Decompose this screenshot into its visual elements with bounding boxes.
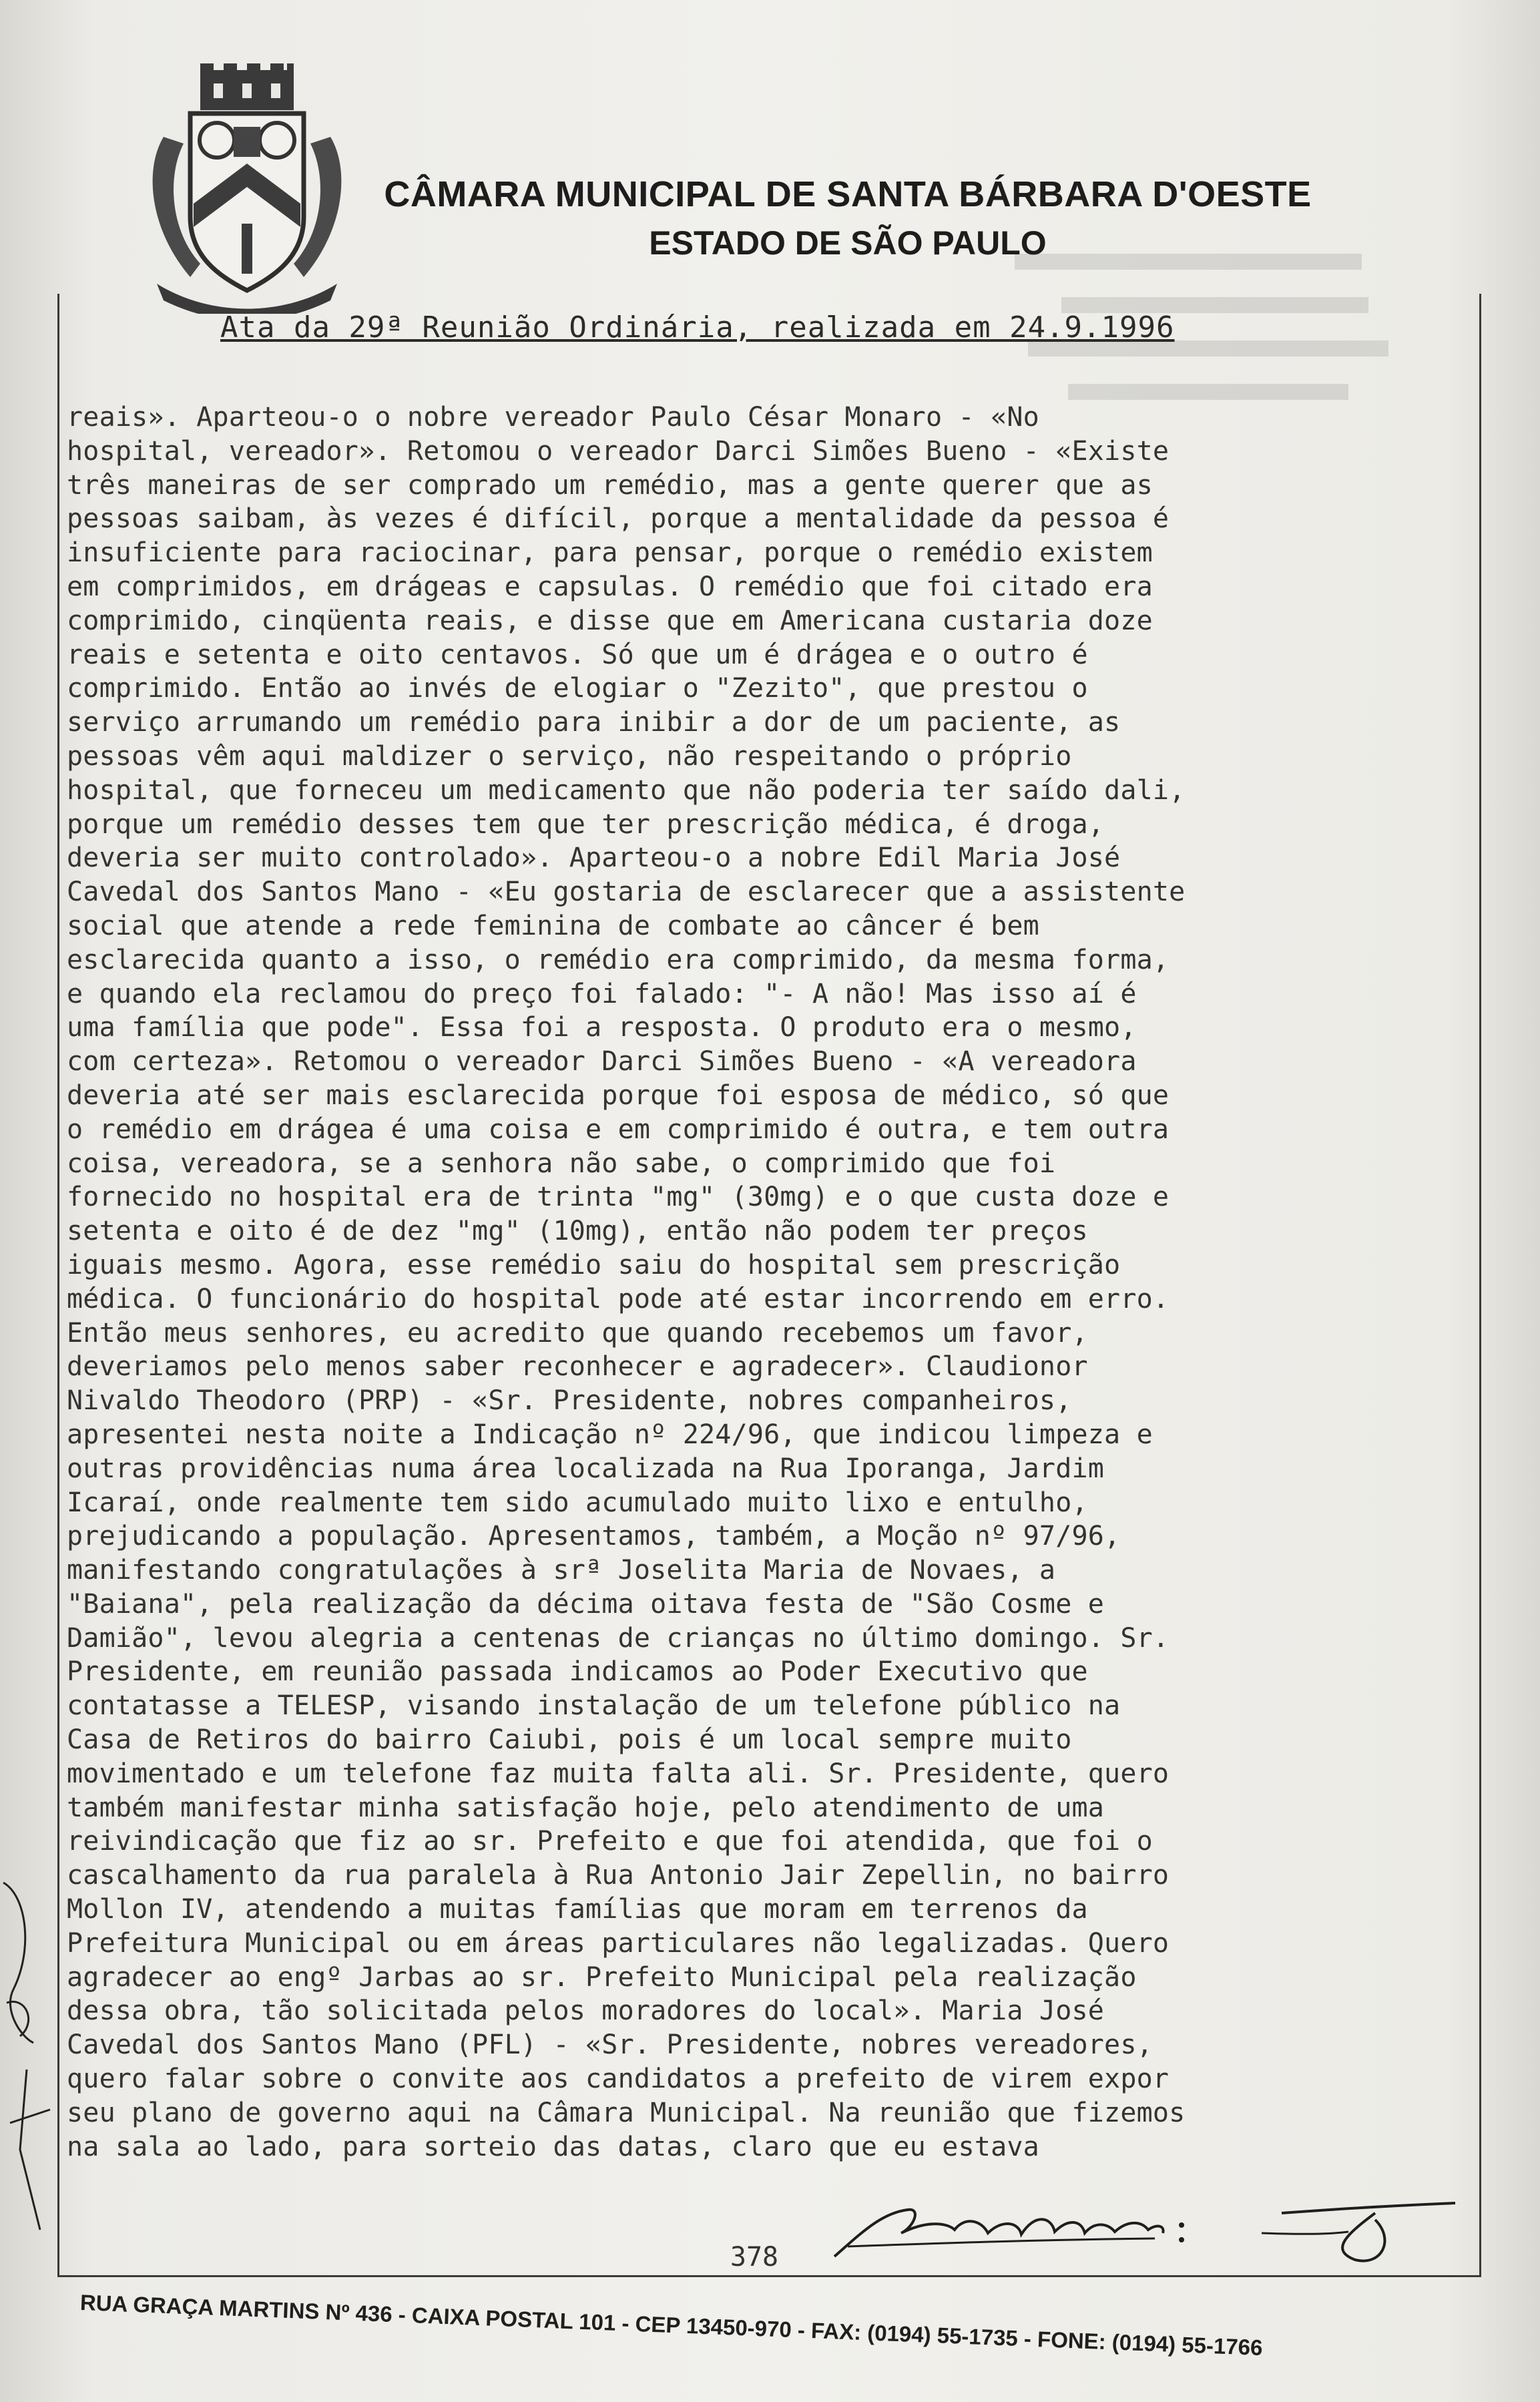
text-line: comprimido, cinqüenta reais, e disse que em Americana custaria doze [67,605,1153,636]
text-line: e quando ela reclamou do preço foi falado: "- A não! Mas isso aí é [67,978,1137,1009]
institution-name: CÂMARA MUNICIPAL DE SANTA BÁRBARA D'OESTE [384,174,1312,214]
text-line: reais». Aparteou-o o nobre vereador Paulo César Monaro - «No [67,402,1039,433]
text-line: dessa obra, tão solicitada pelos moradores do local». Maria José [67,1995,1105,2027]
text-line: Casa de Retiros do bairro Caiubi, pois é um local sempre muito [67,1724,1072,1756]
text-line: movimentado e um telefone faz muita falta ali. Sr. Presidente, quero [67,1758,1170,1789]
text-line: Cavedal dos Santos Mano (PFL) - «Sr. Presidente, nobres vereadores, [67,2029,1153,2061]
text-line: porque um remédio desses tem que ter prescrição médica, é droga, [67,808,1105,840]
text-line: uma família que pode". Essa foi a resposta. O produto era o mesmo, [67,1012,1137,1043]
text-line: em comprimidos, em drágeas e capsulas. O remédio que foi citado era [67,571,1153,602]
text-line: fornecido no hospital era de trinta "mg" (30mg) e o que custa doze e [67,1182,1170,1213]
text-line: quero falar sobre o convite aos candidatos a prefeito de virem expor [67,2064,1170,2095]
text-line: deveria até ser mais esclarecida porque foi esposa de médico, só que [67,1079,1170,1111]
text-line: também manifestar minha satisfação hoje, pelo atendimento de uma [67,1792,1105,1823]
text-line: apresentei nesta noite a Indicação nº 224/96, que indicou limpeza e [67,1419,1153,1450]
handwritten-signature-icon [834,2210,1184,2256]
text-line: Então meus senhores, eu acredito que quando recebemos um favor, [67,1317,1088,1349]
text-line: hospital, vereador». Retomou o vereador Darci Simões Bueno - «Existe [67,435,1170,467]
text-line: Damião", levou alegria a centenas de crianças no último domingo. Sr. [67,1622,1170,1654]
text-line: deveria ser muito controlado». Aparteou-o a nobre Edil Maria José [67,843,1121,874]
text-line: médica. O funcionário do hospital pode até estar incorrendo em erro. [67,1283,1170,1314]
text-line: Prefeitura Municipal ou em áreas particulares não legalizadas. Quero [67,1927,1170,1959]
page-frame-bottom [57,2275,1481,2277]
minutes-title: Ata da 29ª Reunião Ordinária, realizada em 24.9.1996 [220,310,1175,344]
text-line: Cavedal dos Santos Mano - «Eu gostaria de esclarecer que a assistente [67,877,1186,908]
state-name: ESTADO DE SÃO PAULO [649,224,1047,262]
text-line: coisa, vereadora, se a senhora não sabe, o comprimido que foi [67,1148,1056,1179]
text-line: outras providências numa área localizada na Rua Iporanga, Jardim [67,1453,1105,1484]
page-frame-right [1479,294,1481,2276]
page-number: 378 [730,2242,779,2272]
handwritten-initials-icon [1262,2203,1455,2261]
margin-handwriting-marks [0,1869,60,2236]
text-line: com certeza». Retomou o vereador Darci Simões Bueno - «A vereadora [67,1046,1137,1077]
text-line: Icaraí, onde realmente tem sido acumulado muito lixo e entulho, [67,1487,1088,1518]
municipal-coat-of-arms-icon [137,63,357,314]
text-line: serviço arrumando um remédio para inibir a dor de um paciente, as [67,707,1121,738]
text-line: setenta e oito é de dez "mg" (10mg), então não podem ter preços [67,1216,1088,1247]
text-line: prejudicando a população. Apresentamos, também, a Moção nº 97/96, [67,1521,1121,1552]
text-line: insuficiente para raciocinar, para pensar, porque o remédio existem [67,537,1153,569]
text-line: contatasse a TELESP, visando instalação de um telefone público na [67,1690,1121,1722]
text-line: Presidente, em reunião passada indicamos ao Poder Executivo que [67,1656,1088,1688]
minutes-body [67,401,1462,2164]
text-line: seu plano de governo aqui na Câmara Municipal. Na reunião que fizemos [67,2097,1186,2128]
text-line: reivindicação que fiz ao sr. Prefeito e que foi atendida, que foi o [67,1826,1153,1857]
text-line: na sala ao lado, para sorteio das datas, claro que eu estava [67,2131,1039,2162]
text-line: deveriamos pelo menos saber reconhecer e agradecer». Claudionor [67,1351,1088,1383]
text-line: iguais mesmo. Agora, esse remédio saiu do hospital sem prescrição [67,1249,1121,1280]
text-line: cascalhamento da rua paralela à Rua Antonio Jair Zepellin, no bairro [67,1860,1170,1891]
text-line: social que atende a rede feminina de combate ao câncer é bem [67,910,1039,941]
text-line: reais e setenta e oito centavos. Só que um é drágea e o outro é [67,639,1088,670]
text-line: hospital, que forneceu um medicamento que não poderia ter saído dali, [67,774,1186,806]
text-line: pessoas vêm aqui maldizer o serviço, não respeitando o próprio [67,740,1072,772]
text-line: manifestando congratulações à srª Joselita Maria de Novaes, a [67,1555,1056,1586]
text-line: agradecer ao engº Jarbas ao sr. Prefeito Municipal pela realização [67,1961,1137,1993]
text-line: pessoas saibam, às vezes é difícil, porque a mentalidade da pessoa é [67,503,1170,535]
text-line: Nivaldo Theodoro (PRP) - «Sr. Presidente, nobres companheiros, [67,1385,1072,1417]
text-line: comprimido. Então ao invés de elogiar o "Zezito", que prestou o [67,673,1088,704]
text-line: Mollon IV, atendendo a muitas famílias que moram em terrenos da [67,1894,1088,1925]
text-line: o remédio em drágea é uma coisa e em comprimido é outra, e tem outra [67,1114,1170,1145]
text-line: esclarecida quanto a isso, o remédio era comprimido, da mesma forma, [67,944,1170,975]
text-line: "Baiana", pela realização da décima oitava festa de "São Cosme e [67,1588,1105,1620]
signatures-area [821,2193,1489,2273]
footer-address: RUA GRAÇA MARTINS Nº 436 - CAIXA POSTAL 101 - CEP 13450-970 - FAX: (0194) 55-1735 - FONE: (0194) 55-1766 [79,2290,1264,2361]
text-line: três maneiras de ser comprado um remédio, mas a gente querer que as [67,469,1153,501]
